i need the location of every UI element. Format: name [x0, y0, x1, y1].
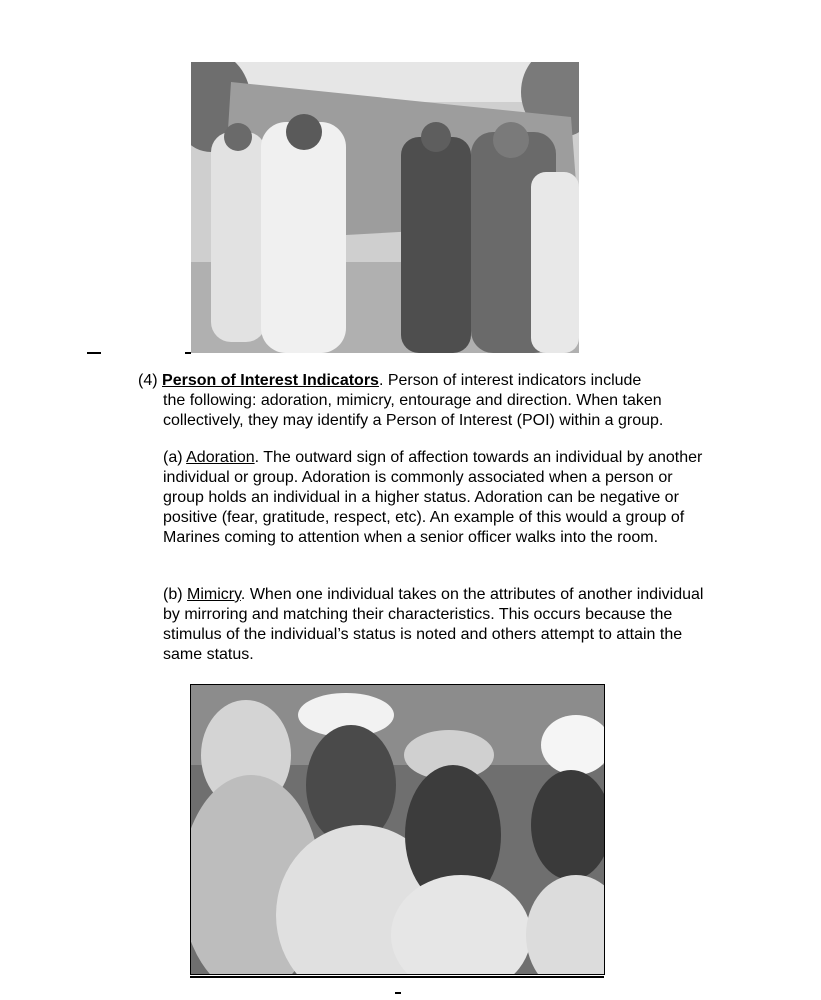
adoration-text: . The outward sign of affection towards an individual by another individual or group. Adoration is commonly associated when a person or group holds an individual in a higher status. Adoration can be negative or positive (fear, gratitude, respect, etc). An example of this would a group of Marines coming to attention when a senior officer walks into the room. [163, 449, 703, 546]
stray-dash [395, 992, 401, 994]
top-photo [191, 62, 579, 353]
bottom-photo [190, 684, 605, 975]
mimicry-text: . When one individual takes on the attributes of another individual by mirroring and matching their characteristics. This occurs because the stimulus of the individual’s status is noted and others attempt to attain the same status. [163, 586, 704, 663]
mimicry-paragraph [163, 585, 708, 665]
top-photo-image [191, 62, 579, 353]
adoration-heading: Adoration [186, 449, 255, 466]
bottom-photo-image [191, 685, 604, 974]
section-4-text-first-line: . Person of interest indicators include [378, 372, 642, 389]
section-4-number: (4) [138, 372, 158, 389]
stray-mark: ` [394, 974, 398, 988]
section-4-paragraph [138, 371, 698, 431]
stray-dash [87, 352, 101, 354]
adoration-number: (a) [163, 449, 183, 466]
adoration-paragraph [163, 448, 708, 548]
section-4-heading: Person of Interest Indicators [162, 372, 379, 389]
section-4-text: the following: adoration, mimicry, entourage and direction. When taken collectively, they may identify a Person of Interest (POI) within a group. [163, 392, 664, 429]
stray-dash [185, 352, 191, 354]
mimicry-heading: Mimicry [187, 586, 241, 603]
mimicry-number: (b) [163, 586, 183, 603]
